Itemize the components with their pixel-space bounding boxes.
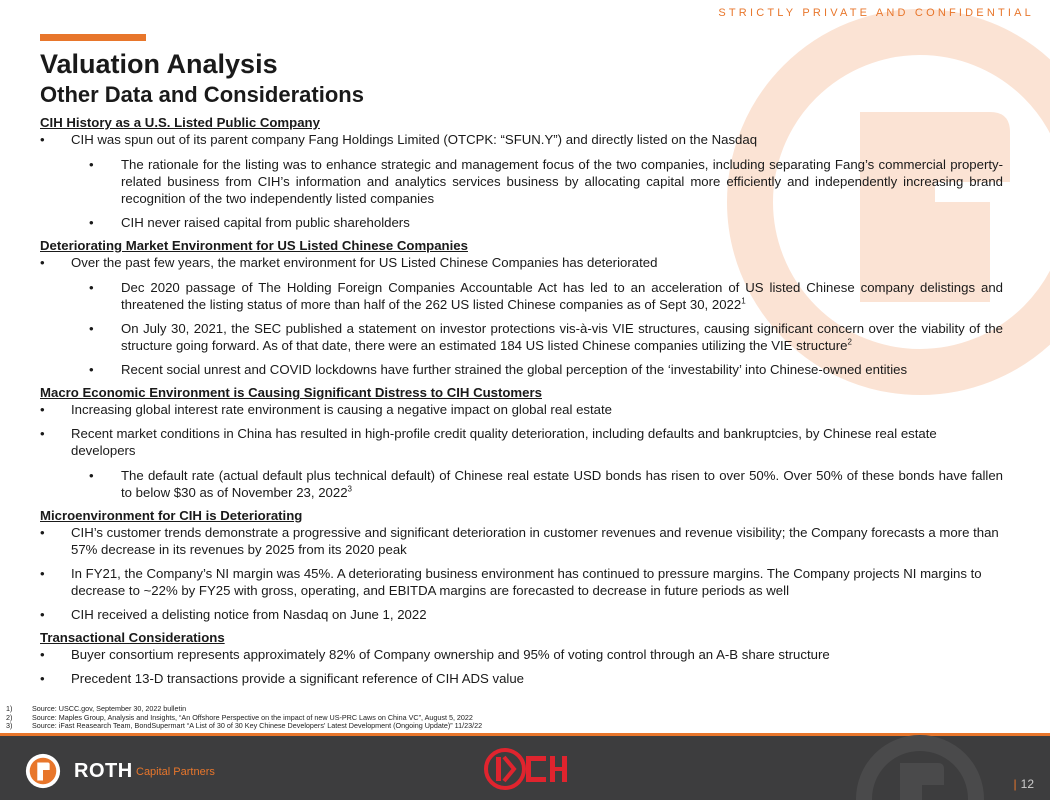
- page-title: Valuation Analysis: [40, 49, 278, 79]
- bullet-item: [40, 565, 1003, 599]
- sub-bullet-item: [40, 279, 1003, 313]
- bullet-text: Recent market conditions in China has resulted in high-profile credit quality deterioration, including defaults and bankruptcies, by Chinese real estate developers: [71, 426, 937, 458]
- bullet-text: Dec 2020 passage of The Holding Foreign Companies Accountable Act has led to an acceleration of US listed Chinese company delistings and threatened the listing status of more than half of the 262 US listed Chinese companies as of Sept 30, 2022: [121, 280, 1003, 312]
- footer-bar: [0, 733, 1050, 800]
- bullet-text: On July 30, 2021, the SEC published a statement on investor protections vis-à-vis VIE structures, causing significant concern over the viability of the structure going forward. As of that date, there were an estimated 184 US listed Chinese companies utilizing the VIE structure: [121, 321, 1003, 353]
- bullet-item: [40, 606, 1003, 623]
- footnote-number: 2): [6, 712, 13, 722]
- bullet-text: CIH’s customer trends demonstrate a progressive and significant deterioration in customer revenues and revenue visibility; the Company forecasts a more than 57% decrease in its revenues by 2025 from its 2020 peak: [71, 525, 999, 557]
- bullet-text: Recent social unrest and COVID lockdowns have further strained the global perception of the ‘investability’ into Chinese-owned entities: [121, 362, 908, 377]
- bullet-dot: •: [89, 280, 94, 295]
- bullet-text: Over the past few years, the market environment for US Listed Chinese Companies has deteriorated: [71, 255, 658, 270]
- bullet-dot: •: [40, 647, 45, 662]
- bullet-dot: •: [40, 132, 45, 147]
- section-heading: Transactional Considerations: [40, 630, 225, 645]
- sub-bullet-item: [40, 361, 1003, 378]
- bullet-item: [40, 646, 1003, 663]
- bullet-text: In FY21, the Company’s NI margin was 45%. A deteriorating business environment has continued to pressure margins. The Company projects NI margins to decrease to ~22% by FY25 with gross, operating, and EBITDA margins are forecasted to decrease in future periods as well: [71, 566, 982, 598]
- section-heading: Microenvironment for CIH is Deteriorating: [40, 508, 303, 523]
- footnote-text: Source: Maples Group, Analysis and Insights, “An Offshore Perspective on the impact of new US-PRC Laws on China VC”, August 5, 2022: [32, 712, 473, 722]
- section-heading: CIH History as a U.S. Listed Public Company: [40, 115, 320, 130]
- footnote-ref: 3: [347, 484, 352, 494]
- bullet-dot: •: [89, 468, 94, 483]
- brand-subtitle: Capital Partners: [136, 766, 215, 778]
- brand-name: ROTH: [74, 760, 133, 782]
- bullet-item: [40, 401, 1003, 418]
- bullet-dot: •: [40, 525, 45, 540]
- page-subtitle: Other Data and Considerations: [40, 82, 364, 107]
- sub-bullet-item: [40, 467, 1003, 501]
- confidential-label: STRICTLY PRIVATE AND CONFIDENTIAL: [718, 7, 1034, 19]
- sub-bullet-item: [40, 156, 1003, 207]
- bullet-dot: •: [89, 321, 94, 336]
- roth-logo-icon: [24, 752, 62, 790]
- section-heading: Deteriorating Market Environment for US Listed Chinese Companies: [40, 238, 468, 253]
- bullet-item: [40, 131, 1003, 148]
- bullet-text: CIH received a delisting notice from Nasdaq on June 1, 2022: [71, 607, 427, 622]
- page-number-value: 12: [1020, 777, 1034, 791]
- bullet-item: [40, 524, 1003, 558]
- bullet-text: CIH was spun out of its parent company Fang Holdings Limited (OTCPK: “SFUN.Y”) and directly listed on the Nasdaq: [71, 132, 758, 147]
- page-number-separator: |: [1013, 777, 1017, 791]
- page-number: [1014, 777, 1034, 791]
- bullet-item: [40, 254, 1003, 271]
- footnote-text: Source: iFast Reasearch Team, BondSupermart “A List of 30 of 30 Key Chinese Developers’ Latest Development (Ongoing Update)” 11/23/22: [32, 721, 483, 731]
- sub-bullet-item: [40, 214, 1003, 231]
- cih-logo-icon: [482, 746, 570, 792]
- section-heading: Macro Economic Environment is Causing Significant Distress to CIH Customers: [40, 385, 542, 400]
- sub-bullet-item: [40, 320, 1003, 354]
- bullet-dot: •: [89, 157, 94, 172]
- bullet-text: Precedent 13-D transactions provide a significant reference of CIH ADS value: [71, 671, 525, 686]
- footnotes: [6, 705, 482, 731]
- title-accent-bar: [40, 34, 146, 41]
- bullet-dot: •: [40, 566, 45, 581]
- bullet-dot: •: [40, 426, 45, 441]
- footnote-number: 1): [6, 704, 13, 713]
- bullet-dot: •: [40, 255, 45, 270]
- bullet-text: Buyer consortium represents approximately 82% of Company ownership and 95% of voting control through an A-B share structure: [71, 647, 830, 662]
- footnote: [6, 722, 482, 731]
- bullet-text: The default rate (actual default plus technical default) of Chinese real estate USD bonds has risen to over 50%. Over 50% of these bonds have fallen to below $30 as of November 23, 2022: [121, 468, 1003, 500]
- bullet-item: [40, 670, 1003, 687]
- footnote-text: Source: USCC.gov, September 30, 2022 bulletin: [32, 704, 187, 713]
- bullet-dot: •: [89, 362, 94, 377]
- bullet-text: The rationale for the listing was to enhance strategic and management focus of the two companies, including separating Fang’s commercial property-related business from CIH’s information and analytics services business by allocating capital more efficiently and independently increasing brand recognition of the two independently listed companies: [121, 157, 1003, 206]
- footnote-ref: 1: [741, 296, 746, 306]
- footnote-number: 3): [6, 721, 13, 731]
- bullet-dot: •: [40, 607, 45, 622]
- bullet-dot: •: [40, 402, 45, 417]
- bullet-dot: •: [40, 671, 45, 686]
- footer-watermark-icon: [850, 733, 990, 800]
- bullet-text: Increasing global interest rate environment is causing a negative impact on global real estate: [71, 402, 613, 417]
- footnote-ref: 2: [847, 337, 852, 347]
- bullet-dot: •: [89, 215, 94, 230]
- main-content: [40, 114, 1003, 687]
- bullet-item: [40, 425, 1003, 459]
- bullet-text: CIH never raised capital from public shareholders: [121, 215, 410, 230]
